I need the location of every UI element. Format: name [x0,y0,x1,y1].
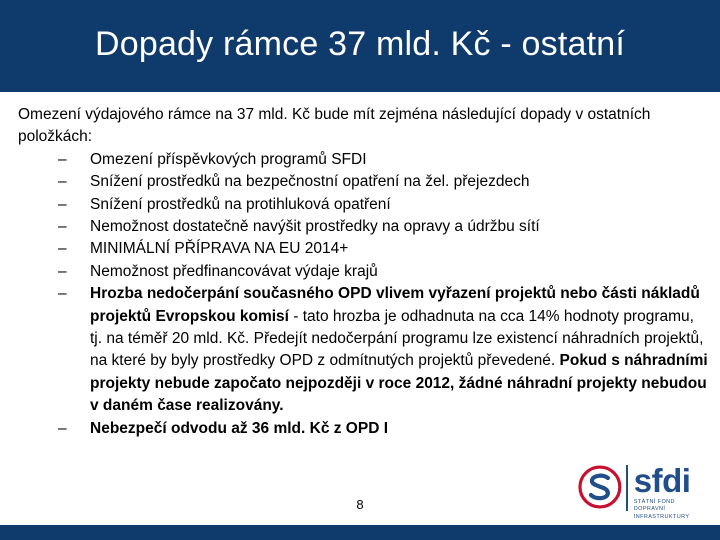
list-item [18,149,708,171]
bullet-dash: – [58,173,67,191]
footer-bar [0,525,720,540]
bullet-text: Snížení prostředků na protihluková opatření [90,195,391,213]
bullet-dash: – [58,285,67,303]
bullet-text: Nemožnost předfinancovávat výdaje krajů [90,262,378,280]
bullet-text: Nemožnost dostatečně navýšit prostředky na opravy a údržbu sítí [90,218,540,236]
bullet-text: - tato hrozba je odhadnuta na cca 14% hodnoty programu, tj. na téměř 20 mld. Kč. Předejít nedočerpání programu lze existencí náhradních projektů, na které by byly prostředky OPD z odmítnutých projektů převedené. [90,307,704,370]
logo-divider [626,465,628,511]
list-item [18,418,708,440]
logo-subline: STÁTNÍ FOND DOPRAVNÍ [633,499,675,512]
slide-content [18,104,708,440]
slide-header [0,0,720,92]
bullet-dash: – [58,419,67,437]
sfdi-logo [578,462,708,520]
slide-title: Dopady rámce 37 mld. Kč - ostatní [94,24,626,63]
bullet-dash: – [58,262,67,280]
bullet-dash: – [58,150,67,168]
list-item [18,194,708,216]
page-number: 8 [356,497,364,512]
list-item [18,216,708,238]
sfdi-logo-icon [578,465,622,509]
bullet-dash: – [58,195,67,213]
bullet-text: Omezení příspěvkových programů SFDI [90,150,367,168]
bullet-text-bold: Nebezpečí odvodu až 36 mld. Kč z OPD I [90,419,389,437]
list-item [18,283,708,417]
bullet-text: MINIMÁLNÍ PŘÍPRAVA NA EU 2014+ [90,240,349,258]
bullet-dash: – [58,218,67,236]
bullet-text-bold: Hrozba nedočerpání současného OPD vlivem vyřazení projektů nebo části nákladů projektů Evropskou komisí [90,285,700,325]
logo-wordmark: sfdi [633,462,691,499]
list-item [18,171,708,193]
logo-text [633,462,708,521]
list-item [18,238,708,260]
logo-subline: INFRASTRUKTURY [633,514,690,520]
list-item [18,261,708,283]
bullet-dash: – [58,240,67,258]
bullet-text-bold: Pokud s náhradními projekty nebude započato nejpozději v roce 2012, žádné náhradní projekty nebudou v daném čase realizovány. [90,352,708,415]
intro-text: Omezení výdajového rámce na 37 mld. Kč bude mít zejména následující dopady v ostatních položkách: [18,106,651,146]
bullet-text: Snížení prostředků na bezpečnostní opatření na žel. přejezdech [90,173,530,191]
bullet-list [18,149,708,440]
